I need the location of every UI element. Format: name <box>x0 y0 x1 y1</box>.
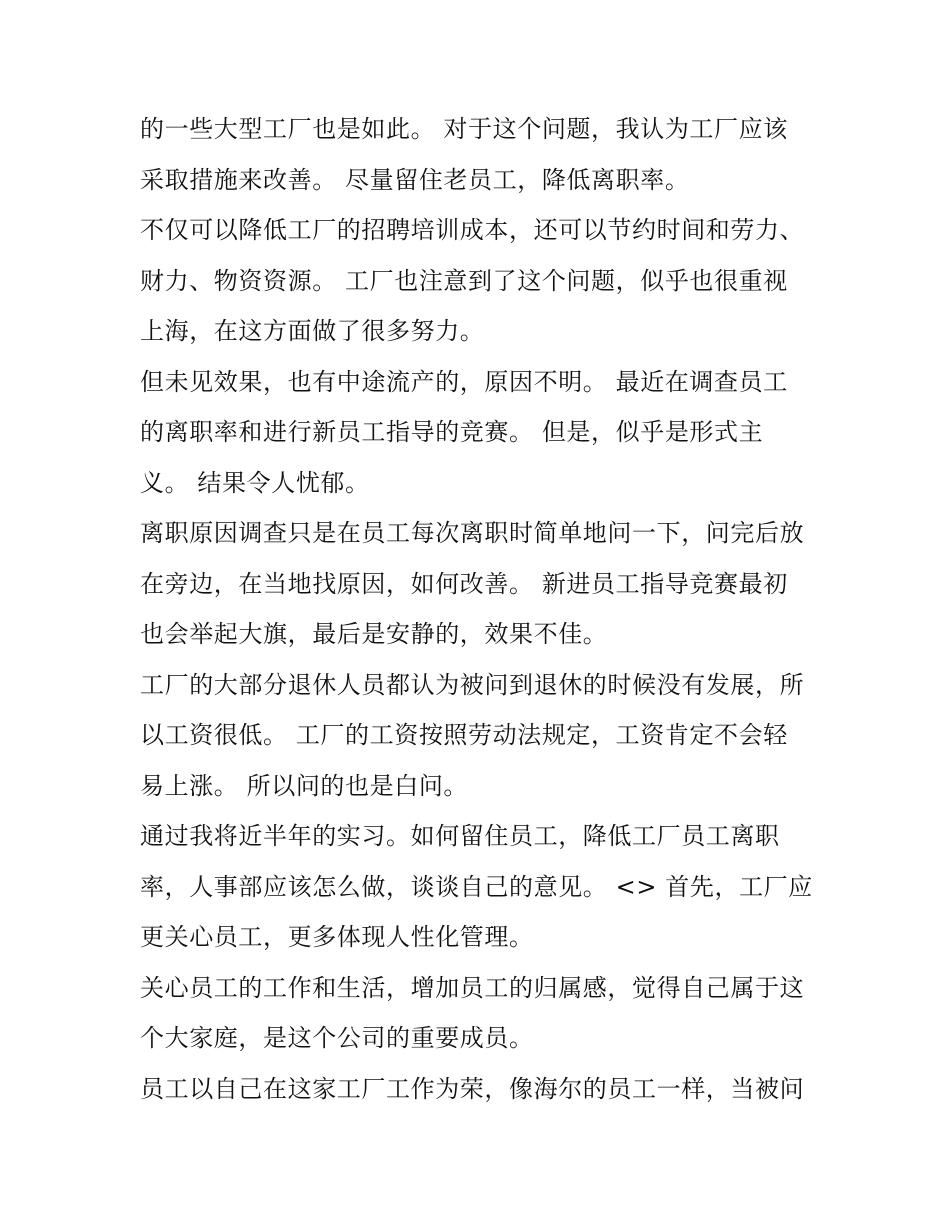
text-line: 也会举起大旗，最后是安静的，效果不佳。 <box>140 620 608 648</box>
paragraph <box>140 811 820 963</box>
text-line: 义。 结果令人忧郁。 <box>140 468 370 497</box>
text-line: 易上涨。 所以问的也是白问。 <box>140 771 469 800</box>
paragraph <box>140 963 820 1064</box>
paragraph <box>140 104 820 205</box>
text-line: 更关心员工，更多体现人性化管理。 <box>140 923 534 951</box>
paragraph <box>140 1064 820 1115</box>
text-line: 工厂的大部分退休人员都认为被问到退休的时候没有发展，所 <box>140 670 805 699</box>
text-line: 关心员工的工作和生活，增加员工的归属感，觉得自己属于这 <box>140 973 805 1002</box>
text-line: 离职原因调查只是在员工每次离职时简单地问一下，问完后放 <box>140 519 805 547</box>
document-body <box>140 104 820 1114</box>
text-line: 但未见效果，也有中途流产的，原因不明。 最近在调查员工 <box>140 367 788 396</box>
text-line: 财力、物资资源。 工厂也注意到了这个问题，似乎也很重视 <box>140 266 788 295</box>
text-line: 个大家庭，是这个公司的重要成员。 <box>140 1024 534 1052</box>
text-line: 的一些大型工厂也是如此。 对于这个问题，我认为工厂应该 <box>140 115 788 143</box>
paragraph <box>140 508 820 660</box>
text-line: 率，人事部应该怎么做，谈谈自己的意见。 <> 首先，工厂应 <box>140 872 813 901</box>
text-line: 不仅可以降低工厂的招聘培训成本，还可以节约时间和劳力、 <box>140 216 805 244</box>
paragraph <box>140 660 820 812</box>
text-line: 在旁边，在当地找原因，如何改善。 新进员工指导竞赛最初 <box>140 569 788 598</box>
text-line: 通过我将近半年的实习。如何留住员工，降低工厂员工离职 <box>140 822 780 850</box>
text-line: 采取措施来改善。 尽量留住老员工，降低离职率。 <box>140 165 690 194</box>
text-line: 以工资很低。 工厂的工资按照劳动法规定，工资肯定不会轻 <box>140 721 788 749</box>
text-line: 员工以自己在这家工厂工作为荣，像海尔的员工一样，当被问 <box>140 1074 805 1103</box>
paragraph <box>140 357 820 509</box>
text-line: 上海，在这方面做了很多努力。 <box>140 317 485 345</box>
paragraph <box>140 205 820 357</box>
text-line: 的离职率和进行新员工指导的竞赛。 但是，似乎是形式主 <box>140 418 764 446</box>
